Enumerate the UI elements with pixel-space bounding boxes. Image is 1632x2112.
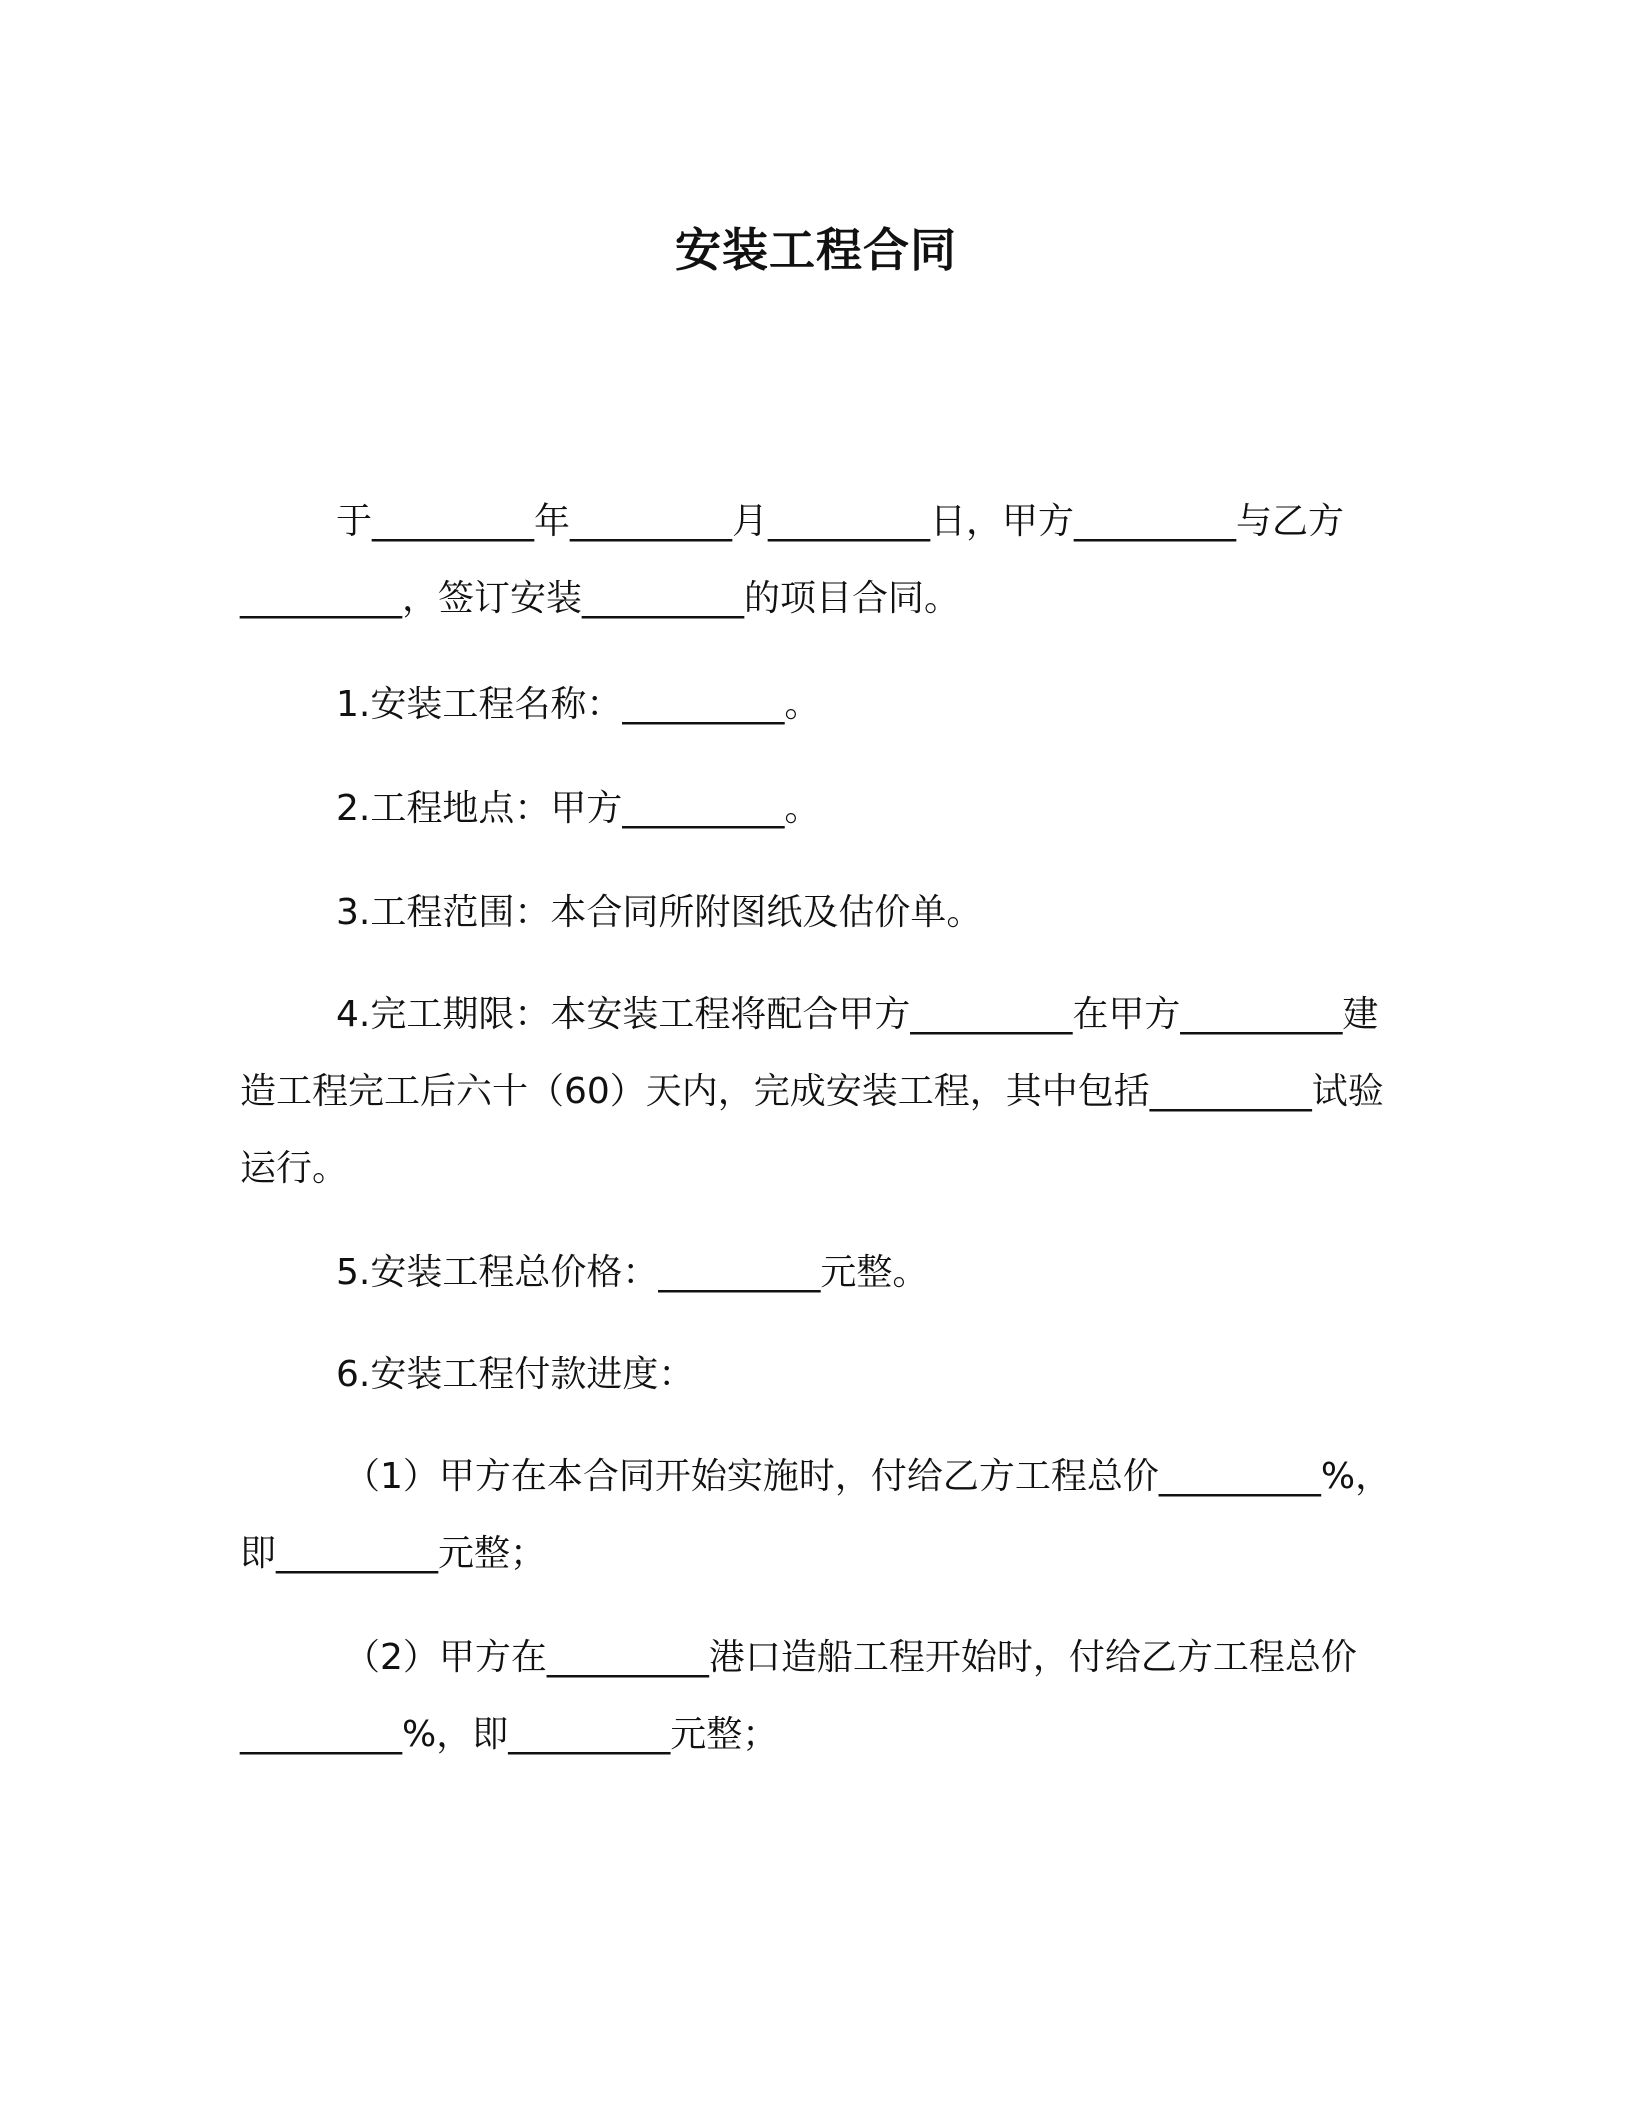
clause-4-deadline: 4.完工期限：本安装工程将配合甲方_________在甲方_________建造工程完工后六十（60）天内，完成安装工程，其中包括_________试验运行。 — [240, 994, 1384, 1189]
intro-paragraph: 于_________年_________月_________日，甲方_________与乙方_________，签订安装_________的项目合同。 — [240, 501, 1345, 619]
document-title: 安装工程合同 — [675, 223, 957, 277]
clause-6-2-second-payment: （2）甲方在_________港口造船工程开始时，付给乙方工程总价_________%，即_________元整； — [240, 1637, 1357, 1755]
clause-6-1-first-payment: （1）甲方在本合同开始实施时，付给乙方工程总价_________%，即_________元整； — [240, 1456, 1392, 1574]
clause-2-location: 2.工程地点：甲方_________。 — [336, 788, 821, 829]
clause-3-scope: 3.工程范围：本合同所附图纸及估价单。 — [336, 892, 983, 933]
clause-1-project-name: 1.安装工程名称：_________。 — [336, 684, 821, 725]
clause-5-total-price: 5.安装工程总价格：_________元整。 — [336, 1252, 929, 1293]
clause-6-payment-schedule: 6.安装工程付款进度： — [336, 1354, 695, 1395]
